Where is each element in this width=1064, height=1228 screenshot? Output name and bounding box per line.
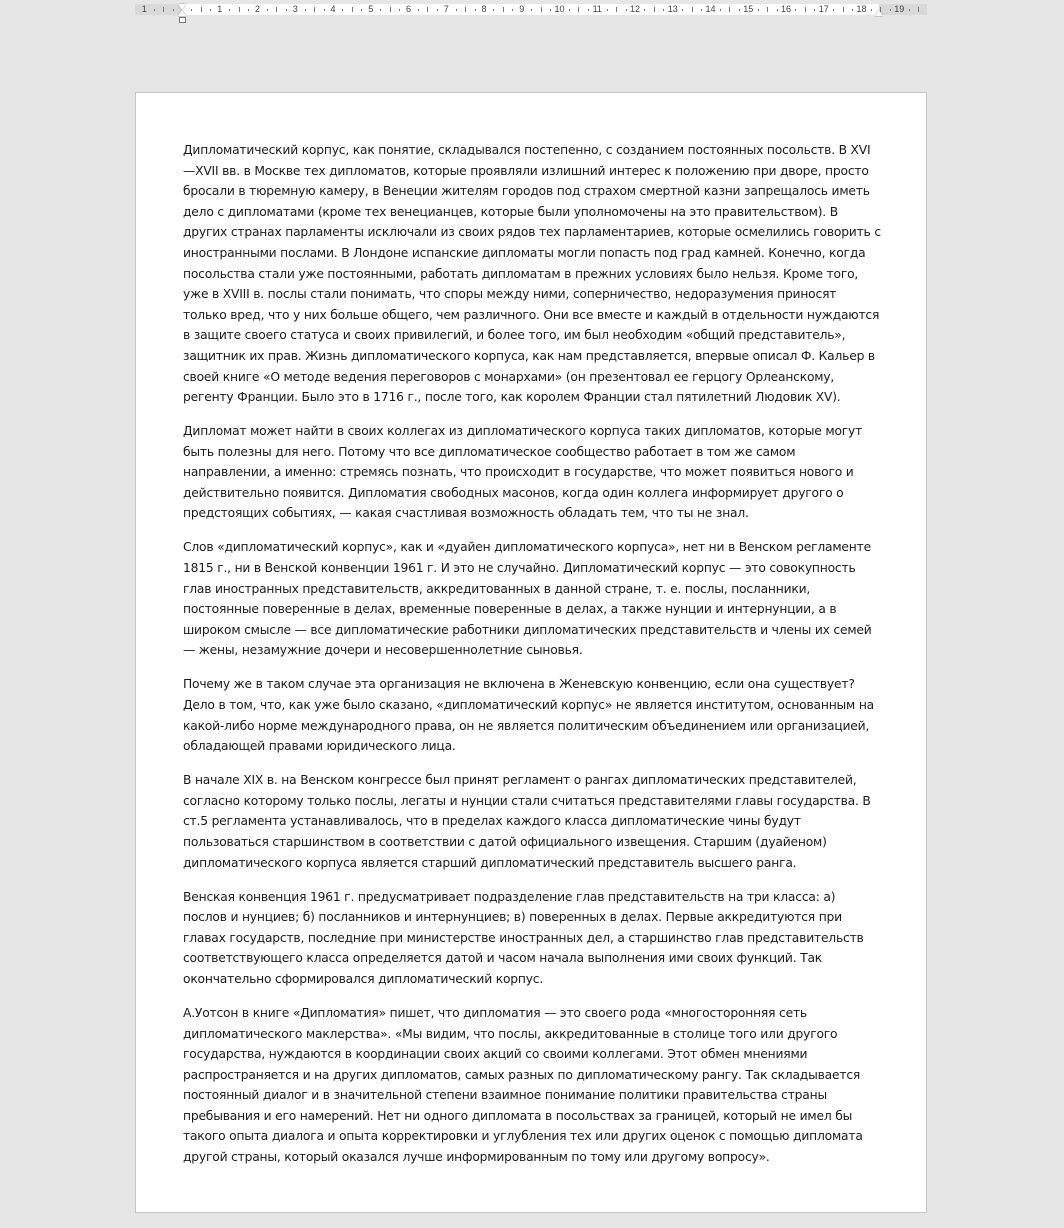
ruler-number: 4 [330,4,336,14]
ruler-number: 17 [818,4,829,14]
ruler-tick [814,9,815,11]
ruler-tick [314,7,315,12]
ruler-tick [427,7,428,12]
ruler-tick [758,9,759,11]
ruler-tick [201,7,202,12]
ruler-tick [512,9,513,11]
ruler-number: 14 [705,4,716,14]
ruler-number: 13 [667,4,678,14]
ruler-number: 16 [780,4,792,14]
ruler-tick [692,7,693,12]
ruler-tick [352,7,353,12]
paragraph-6: Венская конвенция 1961 г. предусматривает подразделение глав представительств на три класса: а) послов и нунциев; б) посланников и интернунциев; в) поверенных в делах. Первые аккредитуются при главах государств, последние при министерстве иностранных дел, а старшинство глав представительств соответствующего класса определяется датой и часом начала выполнения ими своих функций. Так окончательно сформировался дипломатический корпус. [183,889,864,986]
ruler-number: 1 [217,4,223,14]
ruler-number: 2 [254,4,261,14]
ruler-number: 5 [368,4,374,14]
ruler-tick [909,9,910,11]
ruler-number: 1 [141,4,147,14]
ruler-tick [229,9,230,11]
ruler-tick [503,7,504,12]
hanging-indent-marker[interactable] [178,10,186,16]
ruler-tick [437,9,438,11]
ruler-number: 12 [629,4,641,14]
ruler-tick [767,7,768,12]
ruler-tick [890,9,891,11]
ruler-number: 6 [405,4,412,14]
ruler-tick [418,9,419,11]
document-body[interactable] [183,140,881,1181]
ruler-tick [833,9,834,11]
ruler-number: 10 [554,4,565,14]
ruler-tick [663,9,664,11]
ruler-tick [626,9,627,11]
paragraph-4: Почему же в таком случае эта организация не включена в Женевскую конвенцию, если она существует? Дело в том, что, как уже было сказано, «дипломатический корпус» не является институтом, основанным на какой-либо норме международного права, он не является политическим объединением или организацией, обладающей правами юридического лица. [183,677,875,754]
ruler-tick [399,9,400,11]
ruler-tick [550,9,551,11]
ruler-tick [465,7,466,12]
ruler-tick [843,7,844,12]
ruler-tick [701,9,702,11]
ruler-tick [493,9,494,11]
ruler-tick [267,9,268,11]
ruler-tick [324,9,325,11]
ruler-tick [531,9,532,11]
ruler-number: 8 [481,4,487,14]
ruler-tick [852,9,853,11]
ruler-tick [163,7,164,12]
ruler-number: 19 [894,4,905,14]
ruler-number: 15 [743,4,754,14]
paragraph-5: В начале XIX в. на Венском конгрессе был принят регламент о рангах дипломатических представителей, согласно которому только послы, легаты и нунции стали считаться представителями главы государства. В ст.5 регламента устанавливалось, что в пределах каждого класса дипломатические чины будут пользоваться старшинством в соответствии с датой официального извещения. Старшим (дуайеном) дипломатического корпуса является старший дипломатический представитель высшего ранга. [183,773,871,870]
ruler-tick [720,9,721,11]
paragraph-2: Дипломат может найти в своих коллегах из дипломатического корпуса таких дипломатов, которые могут быть полезны для него. Потому что все дипломатическое сообщество работает в том же самом направлении, а именно: стремясь познать, что происходит в государстве, что может появиться нового и действительно появится. Дипломатия свободных масонов, когда один коллега информирует другого о предстоящих событиях, — какая счастливая возможность обладать тем, что ты не знал. [183,424,863,521]
paragraph-1: Дипломатический корпус, как понятие, складывался постепенно, с созданием постоянных посольств. В XVI—XVII вв. в Москве тех дипломатов, которые проявляли излишний интерес к положению при дворе, просто бросали в тюремную камеру, в Венеции жителям городов под страхом смертной казни запрещалось иметь дело с дипломатами (кроме тех венецианцев, которые были уполномочены на это правительством). В других странах парламенты исключали из своих рядов тех парламентариев, которые осмелились говорить с иностранными послами. В Лондоне испанские дипломаты могли попасть под град камней. Конечно, когда посольства стали уже постоянными, работать дипломатам в прежних условиях было нельзя. Кроме того, уже в XVIII в. послы стали понимать, что споры между ними, соперничество, недоразумения приносят только вред, что у них больше общего, чем различного. Они все вместе и каждый в отдельности нуждаются в защите своего статуса и своих привилегий, и более того, им был необходим «общий представитель», защитник их прав. Жизнь дипломатического корпуса, как нам представляется, впервые описал Ф. Кальер в своей книге «О методе ведения переговоров с монархами» (он презентовал ее герцогу Орлеанскому, регенту Франции. Было это в 1716 г., после того, как королем Франции стал пятилетний Людовик XV). [183,143,881,405]
ruler-tick [286,9,287,11]
ruler-tick [616,7,617,12]
ruler-tick [173,9,174,11]
ruler-tick [578,7,579,12]
right-indent-marker[interactable] [875,10,883,16]
ruler-tick [541,7,542,12]
ruler-tick [729,7,730,12]
ruler-tick [682,9,683,11]
ruler-tick [569,9,570,11]
ruler-tick [654,7,655,12]
ruler-tick [777,9,778,11]
ruler-tick [644,9,645,11]
ruler-tick [871,9,872,11]
ruler-tick [380,9,381,11]
ruler-number: 9 [519,4,525,14]
paragraph-7: А.Уотсон в книге «Дипломатия» пишет, что дипломатия — это своего рода «многосторонняя сеть дипломатического маклерства». «Мы видим, что послы, аккредитованные в столице того или другого государства, нуждаются в координации своих акций со своими коллегами. Этот обмен мнениями распространяется и на других дипломатов, самых разных по дипломатическому рангу. Так складывается постоянный диалог и в значительной степени взаимное понимание политики правительства страны пребывания и его намерений. Нет ни одного дипломата в посольствах за границей, который не имел бы такого опыта диалога и опыта корректировки и углубления тех или других оценок с помощью дипломата другой страны, который оказался лучше информированным по тому или другому вопросу». [183,1005,863,1165]
ruler-tick [239,7,240,12]
ruler-number: 18 [856,4,867,14]
paragraph-3: Слов «дипломатический корпус», как и «дуайен дипломатического корпуса», нет ни в Венском регламенте 1815 г., ни в Венской конвенции 1961 г. И это не случайно. Дипломатический корпус — это совокупность глав иностранных представительств, аккредитованных в данной стране, т. е. послы, посланники, постоянные поверенные в делах, временные поверенные в делах, а также нунции и интернунции, а в широком смысле — все дипломатические работники дипломатических представительств и члены их семей — жены, незамужние дочери и несовершеннолетние сыновья. [183,540,872,658]
ruler-number: 7 [443,4,449,14]
ruler-tick [918,7,919,12]
ruler-number: 11 [592,4,602,14]
ruler-tick [390,7,391,12]
ruler-tick [248,9,249,11]
ruler-number: 3 [292,4,298,14]
ruler-tick [361,9,362,11]
document-page[interactable] [135,92,927,1213]
ruler-tick [607,9,608,11]
ruler-tick [191,9,192,11]
ruler-tick [475,9,476,11]
ruler-tick [805,7,806,12]
ruler-tick [154,9,155,11]
ruler-tick [305,9,306,11]
ruler-tick [739,9,740,11]
ruler-tick [795,9,796,11]
ruler-tick [276,7,277,12]
left-indent-marker[interactable] [179,17,186,23]
ruler-tick [456,9,457,11]
horizontal-ruler[interactable] [135,4,927,15]
ruler-tick [588,9,589,11]
ruler-tick [342,9,343,11]
ruler-tick [210,9,211,11]
